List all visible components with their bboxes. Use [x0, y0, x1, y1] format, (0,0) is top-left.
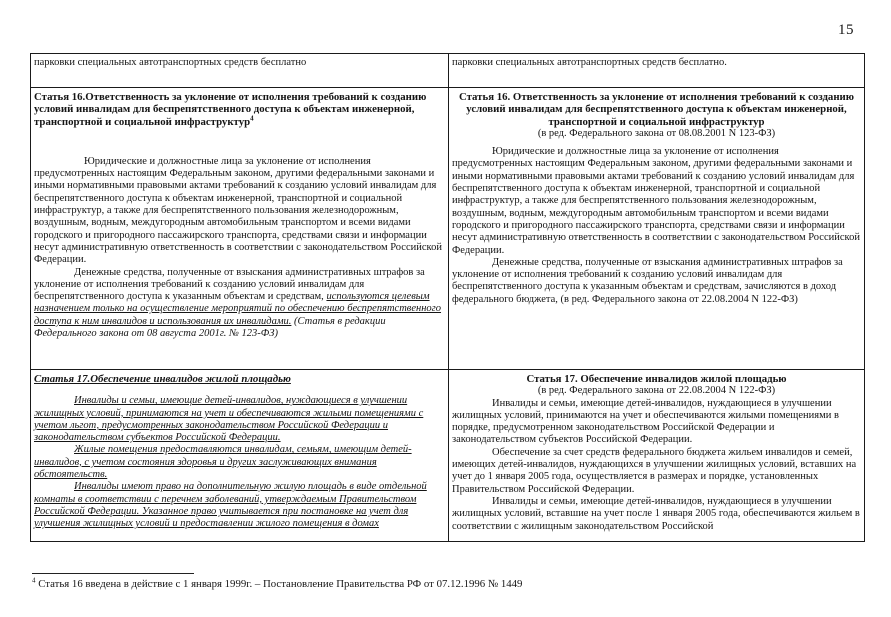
article-title: [34, 91, 445, 128]
cell-text: парковки специальных автотранспортных средств бесплатно: [34, 57, 307, 68]
footnote-mark: 4: [32, 576, 36, 585]
cell-text: парковки специальных автотранспортных средств бесплатно.: [452, 57, 727, 68]
spacer: [34, 142, 445, 156]
paragraph: Юридические и должностные лица за уклонение от исполнения предусмотренных настоящим Федеральным законом, другими федеральными законами и иными нормативными правовыми актами требований к созданию условий инвалидам для беспрепятственного доступа к объектам инженерной, транспортной и социальной инфраструктур, а также для беспрепятственного пользования железнодорожным, воздушным, водным, междугородным автомобильным транспортом и всеми видами городского и пригородного пассажирского транспорта, средствами связи и информации несут административную ответственность в соответствии с законодательством Российской Федерации.: [34, 155, 442, 266]
paragraph: Инвалиды и семьи, имеющие детей-инвалидов, нуждающиеся в улучшении жилищных условий, принимаются на учет и обеспечиваются жилыми помещениями в порядке, предусмотренном законодательством Российской Федерации и законодательством субъектов Российской Федерации.: [452, 397, 839, 446]
paragraph: Жилые помещения предоставляются инвалидам, семьям, имеющим детей-инвалидов, с учетом состояния здоровья и других заслуживающих внимания обстоятельств.: [34, 444, 412, 481]
table-row: [31, 370, 865, 542]
article-title: Статья 17.Обеспечение инвалидов жилой площадью: [34, 373, 291, 385]
footnote-divider: [32, 573, 194, 574]
article-title-text: Статья 16.Ответственность за уклонение от исполнения требований к созданию условий инвалидам для беспрепятственного доступа к объектам инженерной, транспортной и социальной инфраструктур: [34, 91, 427, 128]
comparison-table: [30, 53, 865, 542]
table-row: [31, 54, 865, 88]
paragraph: Инвалиды и семьи, имеющие детей-инвалидов, нуждающиеся в улучшении жилищных условий, вставшие на учет после 1 января 2005 года, обеспечиваются жильем в соответствии с жилищным законодательством Российской: [452, 495, 860, 532]
article-title: Статья 16. Ответственность за уклонение от исполнения требований к созданию условий инвалидам для беспрепятственного доступа к объектам инженерной, транспортной и социальной инфраструктур: [458, 91, 855, 128]
table-row: [31, 88, 865, 370]
paragraph: Денежные средства, полученные от взыскания административных штрафов за уклонение от исполнения требований к созданию условий инвалидам для беспрепятственного доступа к указанным объектам и средствам, зачисляются в доход федерального бюджета, (в ред. Федерального закона от 22.08.2004 N 122-ФЗ): [452, 256, 843, 305]
cell-old-text: [31, 88, 449, 370]
edition-note: (в ред. Федерального закона от 08.08.2001 N 123-ФЗ): [537, 127, 776, 139]
page-number: 15: [838, 22, 854, 38]
cell-old-text: [31, 54, 449, 88]
footnote: [32, 578, 522, 590]
paragraph: Инвалиды и семьи, имеющие детей-инвалидов, нуждающиеся в улучшении жилищных условий, принимаются на учет и обеспечиваются жилыми помещениями с учетом льгот, предусмотренных законодательством Российской Федерации и законодательством субъектов Российской Федерации.: [34, 395, 424, 444]
paragraph: Юридические и должностные лица за уклонение от исполнения предусмотренных настоящим Федеральным законом, другими федеральными законами и иными нормативными правовыми актами требований к созданию условий инвалидам для беспрепятственного доступа к объектам инженерной, транспортной и социальной инфраструктур, а также для беспрепятственного пользования железнодорожным, воздушным, водным, междугородным автомобильным транспортом и всеми видами городского и пригородного пассажирского транспорта, средствами связи и информации несут административную ответственность в соответствии с законодательством Российской Федерации.: [452, 146, 860, 256]
cell-new-text: [449, 54, 865, 88]
spacer: [34, 128, 445, 142]
paragraph: Обеспечение за счет средств федерального бюджета жильем инвалидов и семей, имеющих детей-инвалидов, нуждающихся в улучшении жилищных условий, вставших на учет до 1 января 2005 года, осуществляется в размерах и порядке, установленных Правительством Российской Федерации.: [452, 446, 857, 495]
article-title: Статья 17. Обеспечение инвалидов жилой площадью: [526, 373, 787, 385]
cell-old-text: [31, 370, 449, 542]
edition-note: (Статья в редакции Федерального закона от 08 августа 2001г. № 123-ФЗ): [34, 315, 386, 340]
footnote-reference: 4: [250, 114, 254, 122]
amended-text: используются целевым назначением только на осуществление мероприятий по обеспечению беспрепятственного доступа к ним инвалидов и использования их инвалидами.: [34, 291, 442, 327]
paragraph: Инвалиды имеют право на дополнительную жилую площадь в виде отдельной комнаты в соответствии с перечнем заболеваний, утверждаемым Правительством Российской Федерации. Указанное право учитывается при постановке на учет для улучшения жилищных условий и предоставлении жилого помещения в домах: [34, 481, 427, 530]
spacer: [34, 385, 445, 395]
footnote-text: Статья 16 введена в действие с 1 января 1999г. – Постановление Правительства РФ от 07.12.1996 № 1449: [35, 578, 523, 590]
edition-note: (в ред. Федерального закона от 22.08.2004 N 122-ФЗ): [537, 385, 776, 397]
paragraph-text: Денежные средства, полученные от взыскания административных штрафов за уклонение от исполнения требований к созданию условий инвалидам для беспрепятственного доступа к указанным объектам и средствам,: [34, 266, 425, 303]
cell-new-text: [449, 88, 865, 370]
cell-new-text: [449, 370, 865, 542]
paragraph: [34, 267, 445, 341]
